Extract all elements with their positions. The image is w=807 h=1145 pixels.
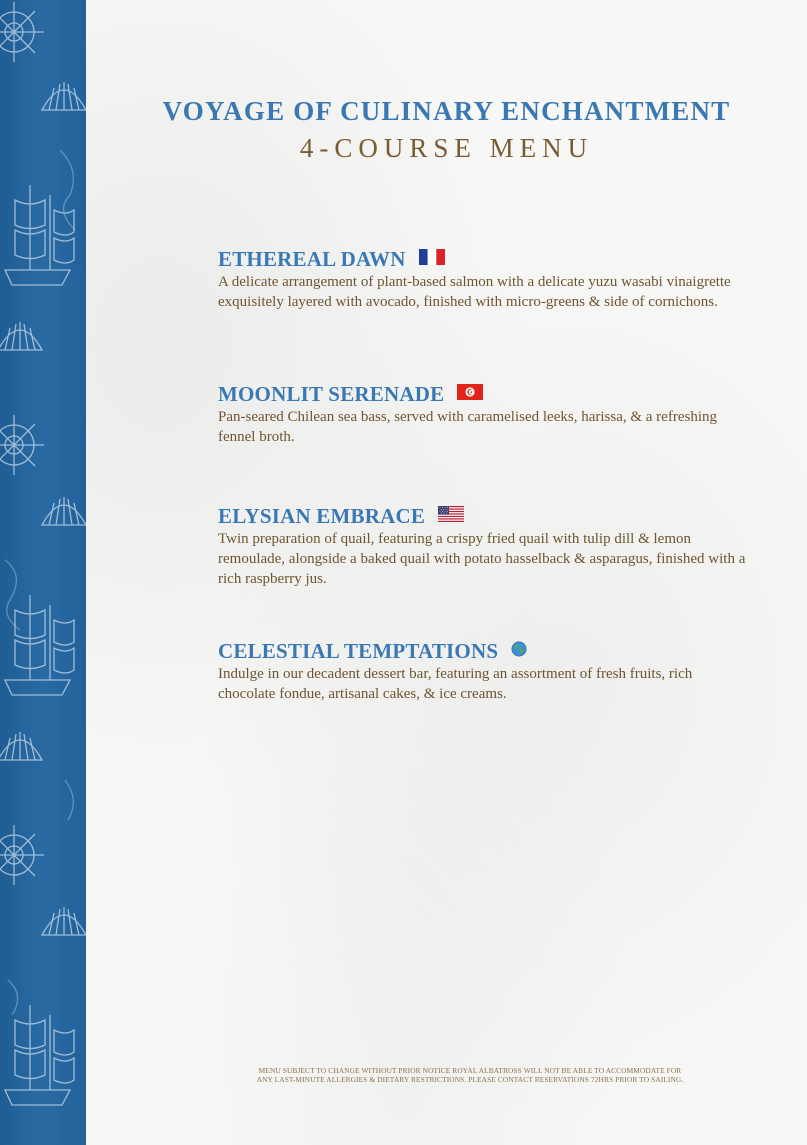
menu-title: VOYAGE OF CULINARY ENCHANTMENT — [162, 96, 731, 126]
tunisia-flag-icon — [457, 384, 483, 405]
nautical-side-band — [0, 0, 86, 1145]
usa-flag-icon — [438, 506, 464, 527]
course-name: MOONLIT SERENADE — [218, 381, 445, 406]
course-name: ELYSIAN EMBRACE — [218, 503, 426, 528]
course-item — [218, 381, 748, 447]
course-heading — [218, 638, 748, 664]
course-description: A delicate arrangement of plant-based salmon with a delicate yuzu wasabi vinaigrette exquisitely layered with avocado, finished with micro-greens & side of cornichons. — [218, 274, 731, 310]
menu-disclaimer — [200, 1066, 740, 1084]
course-name: CELESTIAL TEMPTATIONS — [218, 638, 499, 663]
course-heading — [218, 246, 748, 272]
course-name: ETHEREAL DAWN — [218, 246, 406, 271]
menu-subtitle: 4-COURSE MENU — [299, 133, 594, 163]
globe-icon — [511, 641, 527, 662]
france-flag-icon — [419, 249, 445, 270]
course-item — [218, 503, 748, 589]
course-description: Indulge in our decadent dessert bar, featuring an assortment of fresh fruits, rich chocolate fondue, artisanal cakes, & ice creams. — [218, 666, 693, 702]
disclaimer-line: MENU SUBJECT TO CHANGE WITHOUT PRIOR NOTICE ROYAL ALBATROSS WILL NOT BE ABLE TO ACCOMMODATE FOR — [258, 1066, 682, 1075]
course-heading — [218, 381, 748, 407]
course-description: Pan-seared Chilean sea bass, served with caramelised leeks, harissa, & a refreshing fennel broth. — [218, 409, 717, 445]
course-heading — [218, 503, 748, 529]
course-item — [218, 246, 748, 312]
disclaimer-line: ANY LAST-MINUTE ALLERGIES & DIETARY RESTRICTIONS. PLEASE CONTACT RESERVATIONS 72HRS PRIOR TO SAILING. — [256, 1075, 684, 1084]
course-item — [218, 638, 748, 704]
course-description: Twin preparation of quail, featuring a crispy fried quail with tulip dill & lemon remoulade, alongside a baked quail with potato hasselback & asparagus, finished with a rich raspberry jus. — [218, 531, 746, 587]
nautical-pattern-icon — [0, 0, 86, 1145]
